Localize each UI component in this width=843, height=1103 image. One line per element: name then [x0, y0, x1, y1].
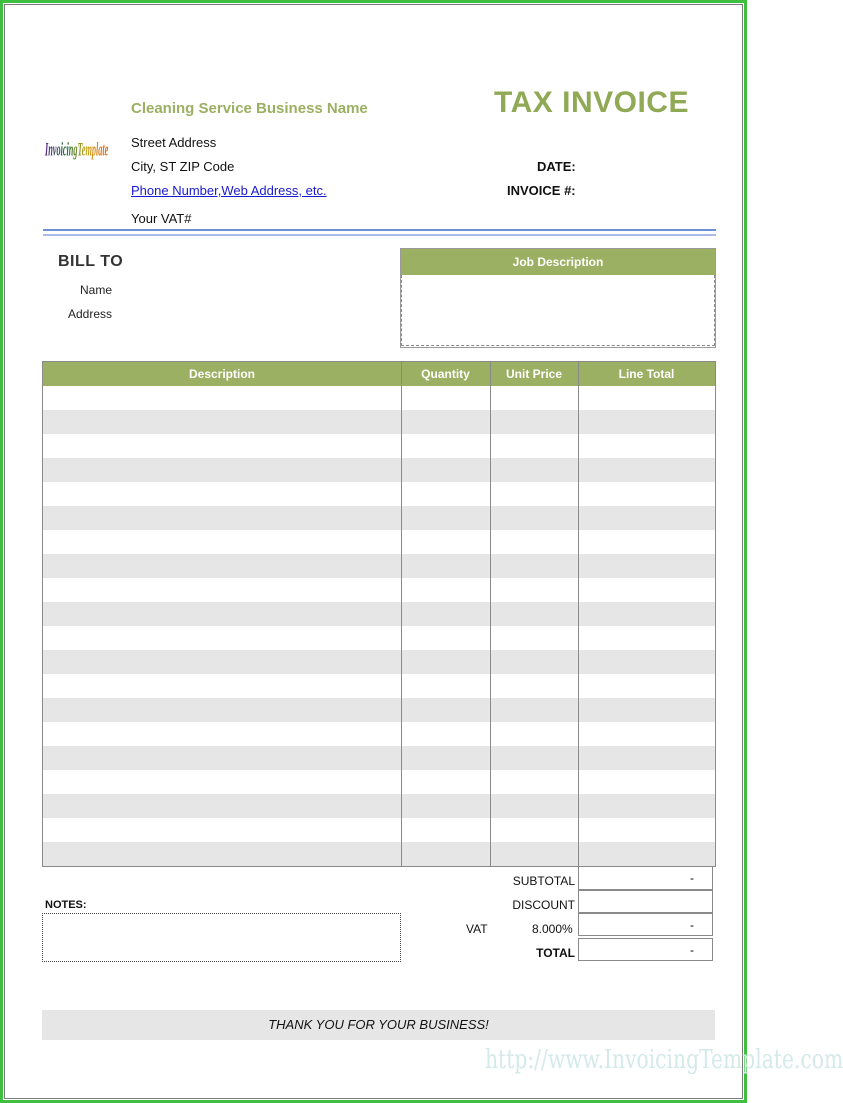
table-row[interactable]	[43, 626, 715, 650]
table-row[interactable]	[43, 722, 715, 746]
logo-text: InvoicingTemplate	[45, 139, 109, 161]
column-divider	[490, 362, 491, 866]
table-row[interactable]	[43, 794, 715, 818]
subtotal-label: SUBTOTAL	[512, 874, 575, 888]
vat-label: VAT	[466, 922, 488, 936]
thank-you-banner: THANK YOU FOR YOUR BUSINESS!	[42, 1010, 715, 1040]
invoice-number-label: INVOICE #:	[507, 183, 576, 198]
discount-value[interactable]	[578, 890, 713, 913]
job-description-field[interactable]	[401, 275, 715, 346]
column-header-unit-price: Unit Price	[505, 367, 562, 381]
street-address: Street Address	[131, 135, 217, 150]
column-header-description: Description	[188, 367, 255, 381]
column-divider	[578, 362, 579, 866]
bill-to-address-label: Address	[68, 307, 113, 321]
business-name: Cleaning Service Business Name	[131, 100, 368, 117]
notes-field[interactable]	[42, 913, 401, 962]
header-rule-top	[43, 229, 716, 231]
table-row[interactable]	[43, 410, 715, 434]
job-description-box	[400, 248, 716, 348]
table-row[interactable]	[43, 482, 715, 506]
table-row[interactable]	[43, 674, 715, 698]
table-row[interactable]	[43, 386, 715, 410]
bill-to-heading: BILL TO	[58, 253, 124, 270]
logo-image	[45, 123, 115, 163]
table-row[interactable]	[43, 842, 715, 866]
table-row[interactable]	[43, 698, 715, 722]
table-row[interactable]	[43, 578, 715, 602]
watermark-text: http://www.InvoicingTemplate.com	[485, 1045, 843, 1075]
table-row[interactable]	[43, 530, 715, 554]
invoice-sheet	[4, 4, 843, 1099]
table-row[interactable]	[43, 434, 715, 458]
notes-label: NOTES:	[45, 899, 87, 911]
header-rule-bottom	[43, 234, 716, 236]
column-header-line-total: Line Total	[618, 367, 675, 381]
vat-number: Your VAT#	[131, 211, 192, 226]
discount-label: DISCOUNT	[512, 898, 575, 912]
total-value[interactable]: -	[578, 938, 713, 961]
table-row[interactable]	[43, 506, 715, 530]
subtotal-value[interactable]: -	[578, 867, 713, 890]
vat-value[interactable]: -	[578, 913, 713, 936]
date-label: DATE:	[537, 159, 576, 174]
city-zip: City, ST ZIP Code	[131, 159, 235, 174]
phone-web-link[interactable]: Phone Number,Web Address, etc.	[131, 183, 327, 198]
total-label: TOTAL	[536, 946, 575, 960]
invoice-title: TAX INVOICE	[494, 86, 689, 119]
table-row[interactable]	[43, 818, 715, 842]
table-row[interactable]	[43, 458, 715, 482]
line-items-table	[42, 361, 716, 867]
bill-to-name-label: Name	[80, 283, 113, 297]
table-row[interactable]	[43, 650, 715, 674]
table-row[interactable]	[43, 770, 715, 794]
table-row[interactable]	[43, 602, 715, 626]
vat-rate[interactable]: 8.000%	[532, 922, 573, 936]
table-row[interactable]	[43, 746, 715, 770]
table-row[interactable]	[43, 554, 715, 578]
column-divider	[401, 362, 402, 866]
job-description-heading: Job Description	[401, 249, 715, 275]
column-header-quantity: Quantity	[421, 367, 470, 381]
